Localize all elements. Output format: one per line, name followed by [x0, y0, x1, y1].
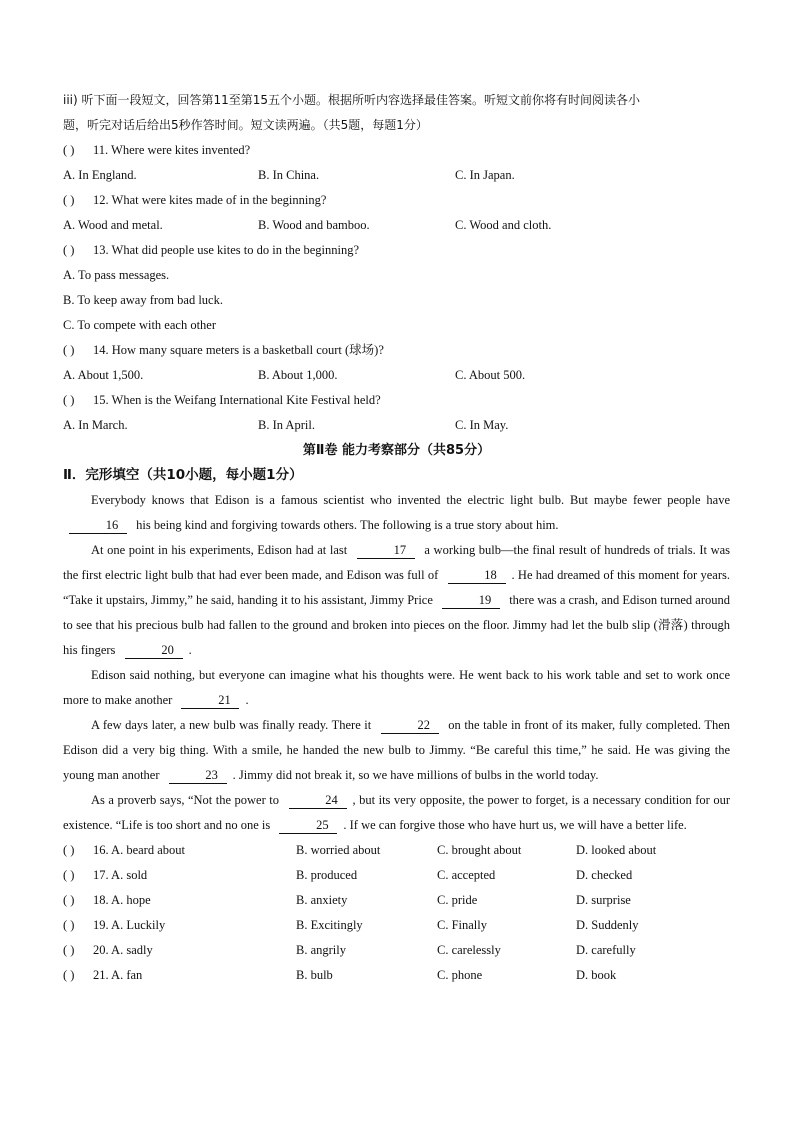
blank-25[interactable]: 25 [279, 817, 337, 834]
option-a[interactable]: 17. A. sold [93, 868, 148, 882]
option-d[interactable]: D. carefully [576, 943, 636, 957]
passage-paragraph-5 [63, 788, 730, 838]
question-14 [63, 338, 730, 363]
passage-paragraph-3 [63, 663, 730, 713]
option-c[interactable]: C. accepted [437, 868, 496, 882]
option-c[interactable]: C. phone [437, 968, 483, 982]
blank-16[interactable]: 16 [69, 517, 127, 534]
question-17-options [63, 863, 730, 888]
cloze-heading: Ⅱ．完形填空（共10小题，每小题1分） [63, 467, 303, 483]
question-11 [63, 138, 730, 163]
option-c[interactable]: C. carelessly [437, 943, 501, 957]
question-11-options [63, 163, 730, 188]
option-a[interactable]: 18. A. hope [93, 893, 151, 907]
passage-text: . Jimmy did not break it, so we have millions of bulbs in the world today. [232, 768, 599, 782]
passage-paragraph-2 [63, 538, 730, 663]
option-a[interactable]: 19. A. Luckily [93, 918, 166, 932]
option-b[interactable]: B. anxiety [296, 893, 348, 907]
option-d[interactable]: D. book [576, 968, 617, 982]
question-12 [63, 188, 730, 213]
option-a[interactable]: A. To pass messages. [63, 268, 170, 282]
option-d[interactable]: D. Suddenly [576, 918, 639, 932]
passage-text: . He had dreamed of this moment for years. “Take it upstairs, Jimmy,” he said, handing it to his assistant, Jimmy Price [63, 568, 730, 607]
listening-instruction-line1: iii) 听下面一段短文，回答第11至第15五个小题。根据所听内容选择最佳答案。听短文前你将有时间阅读各小 [63, 93, 641, 107]
blank-18[interactable]: 18 [448, 567, 506, 584]
blank-17[interactable]: 17 [357, 542, 415, 559]
listening-instruction-line2: 题，听完对话后给出5秒作答时间。短文读两遍。（共5题，每题1分） [63, 118, 428, 132]
option-c[interactable]: C. brought about [437, 843, 522, 857]
question-20-options [63, 938, 730, 963]
question-21-options [63, 963, 730, 988]
passage-text: At one point in his experiments, Edison had at last [91, 543, 348, 557]
answer-paren[interactable]: ( ) [63, 393, 75, 407]
question-19-options [63, 913, 730, 938]
option-b[interactable]: B. In April. [258, 418, 315, 432]
blank-23[interactable]: 23 [169, 767, 227, 784]
question-text: 12. What were kites made of in the beginning? [93, 193, 327, 207]
passage-text: A few days later, a new bulb was finally ready. There it [91, 718, 372, 732]
option-b[interactable]: B. bulb [296, 968, 333, 982]
blank-21[interactable]: 21 [181, 692, 239, 709]
passage-text: his being kind and forgiving towards others. The following is a true story about him. [136, 518, 559, 532]
option-a[interactable]: 16. A. beard about [93, 843, 185, 857]
passage-text: . If we can forgive those who have hurt us, we will have a better life. [343, 818, 687, 832]
option-b[interactable]: B. About 1,000. [258, 368, 338, 382]
cloze-options-list [63, 838, 730, 988]
option-c[interactable]: C. In May. [455, 418, 509, 432]
option-c[interactable]: C. In Japan. [455, 168, 515, 182]
option-c[interactable]: C. About 500. [455, 368, 526, 382]
blank-24[interactable]: 24 [289, 792, 347, 809]
answer-paren[interactable]: ( ) [63, 343, 75, 357]
option-b[interactable]: B. Excitingly [296, 918, 363, 932]
option-b[interactable]: B. worried about [296, 843, 381, 857]
answer-paren[interactable]: ( ) [63, 968, 75, 982]
answer-paren[interactable]: ( ) [63, 893, 75, 907]
passage-text: Everybody knows that Edison is a famous scientist who invented the electric light bulb. But maybe fewer people have [91, 493, 730, 507]
passage-text: Edison said nothing, but everyone can imagine what his thoughts were. He went back to his work table and set to work once more to make another [63, 668, 730, 707]
option-a[interactable]: 21. A. fan [93, 968, 143, 982]
question-12-options [63, 213, 730, 238]
answer-paren[interactable]: ( ) [63, 918, 75, 932]
answer-paren[interactable]: ( ) [63, 943, 75, 957]
option-b[interactable]: B. angrily [296, 943, 346, 957]
passage-paragraph-1 [63, 488, 730, 538]
question-text: 13. What did people use kites to do in the beginning? [93, 243, 360, 257]
question-18-options [63, 888, 730, 913]
option-c[interactable]: C. Finally [437, 918, 488, 932]
option-d[interactable]: D. surprise [576, 893, 631, 907]
question-15-options [63, 413, 730, 438]
question-text: 15. When is the Weifang International Kite Festival held? [93, 393, 381, 407]
section-title: 第Ⅱ卷 能力考察部分（共85分） [302, 443, 491, 458]
passage-text: . [245, 693, 249, 707]
blank-22[interactable]: 22 [381, 717, 439, 734]
question-text: 14. How many square meters is a basketball court (球场)? [93, 343, 384, 357]
answer-paren[interactable]: ( ) [63, 868, 75, 882]
option-b[interactable]: B. Wood and bamboo. [258, 218, 370, 232]
question-13 [63, 238, 730, 263]
blank-20[interactable]: 20 [125, 642, 183, 659]
passage-text: , but its very opposite, the power to forget, is a necessary condition for our existence. “Life is too short and no one is [63, 793, 730, 832]
answer-paren[interactable]: ( ) [63, 193, 75, 207]
option-c[interactable]: C. To compete with each other [63, 318, 217, 332]
question-16-options [63, 838, 730, 863]
passage-text: As a proverb says, “Not the power to [91, 793, 279, 807]
passage-paragraph-4 [63, 713, 730, 788]
exam-page [63, 88, 730, 988]
answer-paren[interactable]: ( ) [63, 843, 75, 857]
option-c[interactable]: C. pride [437, 893, 478, 907]
question-text: 11. Where were kites invented? [93, 143, 251, 157]
option-d[interactable]: D. checked [576, 868, 633, 882]
option-b[interactable]: B. produced [296, 868, 358, 882]
option-a[interactable]: A. In England. [63, 168, 137, 182]
passage-text: . [188, 643, 192, 657]
question-15 [63, 388, 730, 413]
option-d[interactable]: D. looked about [576, 843, 657, 857]
blank-19[interactable]: 19 [442, 592, 500, 609]
option-c[interactable]: C. Wood and cloth. [455, 218, 552, 232]
answer-paren[interactable]: ( ) [63, 143, 75, 157]
option-b[interactable]: B. To keep away from bad luck. [63, 293, 223, 307]
option-b[interactable]: B. In China. [258, 168, 320, 182]
option-a[interactable]: 20. A. sadly [93, 943, 153, 957]
answer-paren[interactable]: ( ) [63, 243, 75, 257]
question-14-options [63, 363, 730, 388]
option-a[interactable]: A. Wood and metal. [63, 218, 163, 232]
passage-text: there was a crash, and Edison turned around to see that his precious bulb had fallen to the ground and broken into pieces on the floor. Jimmy had let the bulb slip (滑落) through his fingers [63, 593, 731, 657]
option-a[interactable]: A. About 1,500. [63, 368, 144, 382]
passage-text: on the table in front of its maker, fully completed. Then Edison did a very big thing. With a smile, he handed the new bulb to Jimmy. “Be careful this time,” he said. He was giving the young man another [63, 718, 730, 782]
option-a[interactable]: A. In March. [63, 418, 128, 432]
passage-text: a working bulb—the final result of hundreds of trials. It was the first electric light bulb that had ever been made, and Edison was full of [63, 543, 731, 582]
